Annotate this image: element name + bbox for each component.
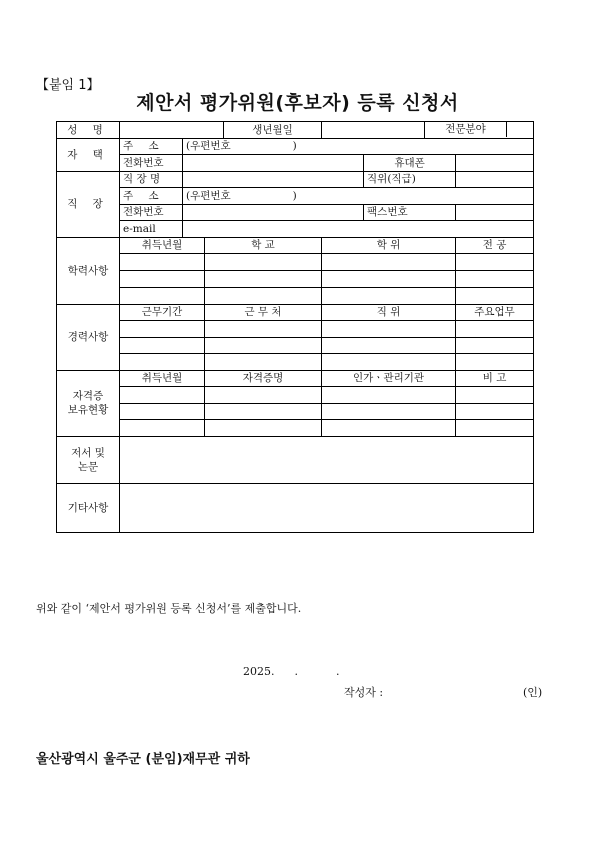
work-address-field[interactable] (183, 188, 534, 205)
license-row (57, 403, 534, 420)
seal-label: (인) (523, 686, 543, 699)
name-row (57, 122, 534, 139)
addressee: 울산광역시 울주군 (분임)재무관 귀하 (36, 752, 250, 767)
career-header: 직 위 (322, 304, 456, 321)
education-header: 취득년월 (120, 237, 205, 254)
home-phone-field[interactable] (183, 155, 364, 172)
license-header: 인가ㆍ관리기관 (322, 370, 456, 387)
birth-label: 생년월일 (224, 122, 322, 139)
position-field[interactable] (456, 171, 534, 188)
home-phone-label: 전화번호 (120, 155, 183, 172)
home-zip-suffix: ) (292, 140, 297, 153)
license-label-line1: 자격증 (72, 390, 104, 402)
work-phone-field[interactable] (183, 204, 364, 221)
education-row (57, 287, 534, 304)
page-title: 제안서 평가위원(후보자) 등록 신청서 (136, 92, 459, 114)
email-field[interactable] (183, 221, 534, 238)
writer-label: 작성자 : (344, 686, 384, 699)
career-row (57, 321, 534, 338)
date-day-dot: . (336, 665, 340, 678)
fax-label: 팩스번호 (364, 204, 456, 221)
work-address-label: 주 소 (120, 188, 183, 205)
education-header: 전 공 (456, 237, 534, 254)
home-label: 자 택 (57, 138, 120, 171)
license-row (57, 387, 534, 404)
workplace-name-label: 직 장 명 (120, 171, 183, 188)
statement-text: 위와 같이 ‘제안서 평가위원 등록 신청서’를 제출합니다. (36, 602, 302, 615)
specialty-label: 전문분야 (425, 122, 507, 137)
name-field[interactable] (120, 122, 224, 139)
education-row (57, 271, 534, 288)
fax-field[interactable] (456, 204, 534, 221)
publications-label (57, 436, 120, 483)
home-zip-prefix: (우편번호 (186, 140, 231, 153)
registration-form-table (56, 121, 534, 533)
birth-field[interactable] (322, 122, 425, 139)
license-row (57, 420, 534, 437)
date-year: 2025. (243, 665, 275, 678)
attachment-label: 【붙임 1】 (36, 78, 100, 93)
work-label: 직 장 (57, 171, 120, 237)
date-month-dot: . (294, 665, 298, 678)
work-zip-suffix: ) (292, 189, 297, 202)
email-label: e-mail (120, 221, 183, 238)
career-header: 주요업무 (456, 304, 534, 321)
publications-label-line2: 논문 (77, 460, 99, 473)
position-label: 직위(직급) (364, 171, 456, 188)
home-address-label: 주 소 (120, 138, 183, 155)
publications-label-line1: 저서 및 (71, 446, 105, 459)
career-header: 근무기간 (120, 304, 205, 321)
education-row (57, 254, 534, 271)
specialty-field[interactable] (507, 122, 533, 137)
publications-field[interactable] (120, 436, 534, 483)
license-header: 자격증명 (205, 370, 322, 387)
mobile-field[interactable] (456, 155, 534, 172)
home-address-field[interactable] (183, 138, 534, 155)
career-header: 근 무 처 (205, 304, 322, 321)
license-header: 취득년월 (120, 370, 205, 387)
career-row (57, 337, 534, 354)
name-label: 성 명 (57, 122, 120, 139)
workplace-name-field[interactable] (183, 171, 364, 188)
work-phone-label: 전화번호 (120, 204, 183, 221)
license-header: 비 고 (456, 370, 534, 387)
other-label: 기타사항 (57, 483, 120, 532)
license-label (57, 370, 120, 436)
mobile-label: 휴대폰 (364, 155, 456, 172)
date-line (243, 665, 340, 678)
career-label: 경력사항 (57, 304, 120, 370)
education-label: 학력사항 (57, 237, 120, 304)
education-header: 학 교 (205, 237, 322, 254)
work-zip-prefix: (우편번호 (186, 189, 231, 202)
license-label-line2: 보유현황 (67, 404, 109, 416)
education-header: 학 위 (322, 237, 456, 254)
career-row (57, 354, 534, 371)
other-field[interactable] (120, 483, 534, 532)
